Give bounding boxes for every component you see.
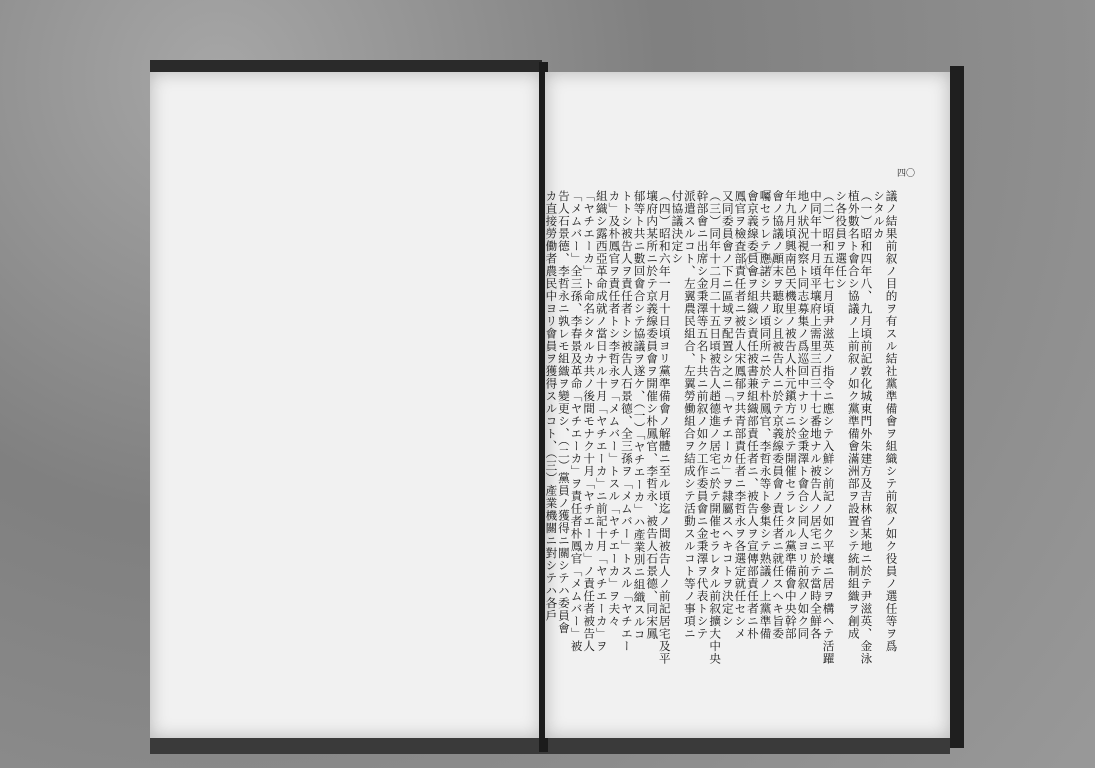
text-column: （四）昭和六年一月十日頃ヨリ黨準備會ノ解體ニ至ル頃迄ノ間被告人ノ前記居宅及平 [657, 190, 672, 665]
text-column: 幹部會ニ出席シ金秉澤等五名ト共ニ前叙ノ如ク工作委員會ニ金秉澤ヲ代表トシテ [695, 190, 710, 640]
pencil-circle-mark [745, 252, 773, 274]
top-left-dark-edge [150, 60, 542, 72]
text-column: 告人石景德、李哲永ニ孰レモ組織ヲ變更シ、（二）黨員ノ獲得ニ關シテハ委員會 [556, 190, 571, 635]
text-column: 壤府内某所ニ於テ京義線委員會ヲ開催シ朴鳳官、李哲永、被告人石景德、同宋鳳 [645, 190, 660, 640]
text-column: 囑セラレテ應諾シ共ノ頃同所ニ於テ朴鳳官、李哲永等ト參集シテ熟議ノ上黨準備 [758, 190, 773, 640]
text-column: （二）昭和五年七月頃尹滋英ノ指令ニ應シテ入鮮シ前記ノ如ク平壤ニ居ヲ構ヘテ活躍 [821, 190, 836, 665]
text-column: 「ヤチエーカ」ト命名シタルカ共ノ後間モナク十月「ヤチエーカ」ノ責任者被告人 [582, 190, 597, 653]
left-page-blank [150, 72, 542, 738]
page-number: 四〇 [897, 169, 916, 179]
text-column: （一）昭和四年八、九月頃前記敦化城東門外朱建方及吉林省某地ニ於テ尹滋英、金泳 [859, 190, 874, 665]
right-page-outer-edge [950, 66, 964, 748]
text-column: カ直接勞働者農民中ヨリ會員ヲ獲得スルコト、（三）產業機關ニ對シテハ各戶 [544, 190, 559, 622]
text-column: 植外數名ト會合シ協議ノ上前叙ノ如ク黨準備會滿洲部ヲ設置シテ統制組織ヲ創成 [846, 190, 861, 640]
text-column: シ各役員ヲ選任シ [834, 190, 849, 290]
text-column: 會ノ協議ノ顚末ヲ聽取シ且被告人ニ於テ京義線委員會ノ責任者ニ就任スヘキ旨委 [771, 190, 786, 640]
text-column: 鳳官ヲ檢査部責任者ニ被告人宋鳳郁ヲ共青部責任者ニ李哲永ヲ各選定就任セシメ [733, 190, 748, 640]
text-column: （三）同年十二月二十五日頃被告人趙德進ノ居宅ニ於テ開催セラレタル前叙擴大中央 [708, 190, 723, 665]
text-column: カ」及朴鳳官ヲ責任者トシ李哲永ヲ「メムバー」トスル「ヤチエーカ」ヲ夫々 [607, 190, 622, 628]
text-column: 「メムバー」全三孫、李春景及革命「ヤチエーカ」ヲ責任者朴鳳官「メムバー」被 [569, 190, 584, 653]
text-column: 派遣スルコト、左翼農民組合、左翼勞働組合ヲ結成シテ活動スルコト等ノ事項ニ [682, 190, 697, 640]
text-column: 中同年十一月頃平壤府上需里三百三十七番地ナル被告人ノ居宅ニ於テ當時全鮮各 [808, 190, 823, 640]
text-column: トトシ被告人ヲ責任者トシ被告人石景德、全三孫ヲ「メムバー」トスル「ヤチエー [619, 190, 634, 653]
text-column: 會京義線委員會ヲ組織シ責任被書兼組織部責任者ニ、被告人ヲ宣傳部責任者ニ朴 [745, 190, 760, 640]
text-column: 地ノ狀況視察ト同志募集ノ爲巡回中ナリシ金秉澤ト會合シ同人ヨリ前叙ノ如ク同 [796, 190, 811, 640]
text-column: 郁等ト共ニ數回會合シテ協議ヲ遂ケ、（一）「ヤチエーカ」ハ產業別ニ組織スルコ [632, 190, 647, 641]
text-column: 付協議決定シ [670, 190, 685, 265]
bottom-dark-edge [150, 738, 950, 754]
text-column: シタルカ [871, 190, 886, 240]
text-column: 年九月頃興南邑天機里ノ被告人朴元鎭方ニ於テ開催セラレタル黨準備會中央幹部 [783, 190, 798, 640]
text-column: 組織シ露西亞革命成就ノ當日ナル十月「ヤチエーカ」ニ前記十月「ヤチエーカ」ヲ [594, 190, 609, 653]
text-column: 又同委員會ノ下ニ區域ヲ配置シ之ニ「ヤチエーカ」ヲ隷屬スヘキコトヲ決定シ [720, 190, 735, 628]
text-column: 議ノ結果前叙ノ目的ヲ有スル結社黨準備會ヲ組織シテ前叙ノ如ク役員ノ選任等ヲ爲 [884, 190, 899, 653]
right-page-text [545, 72, 950, 738]
